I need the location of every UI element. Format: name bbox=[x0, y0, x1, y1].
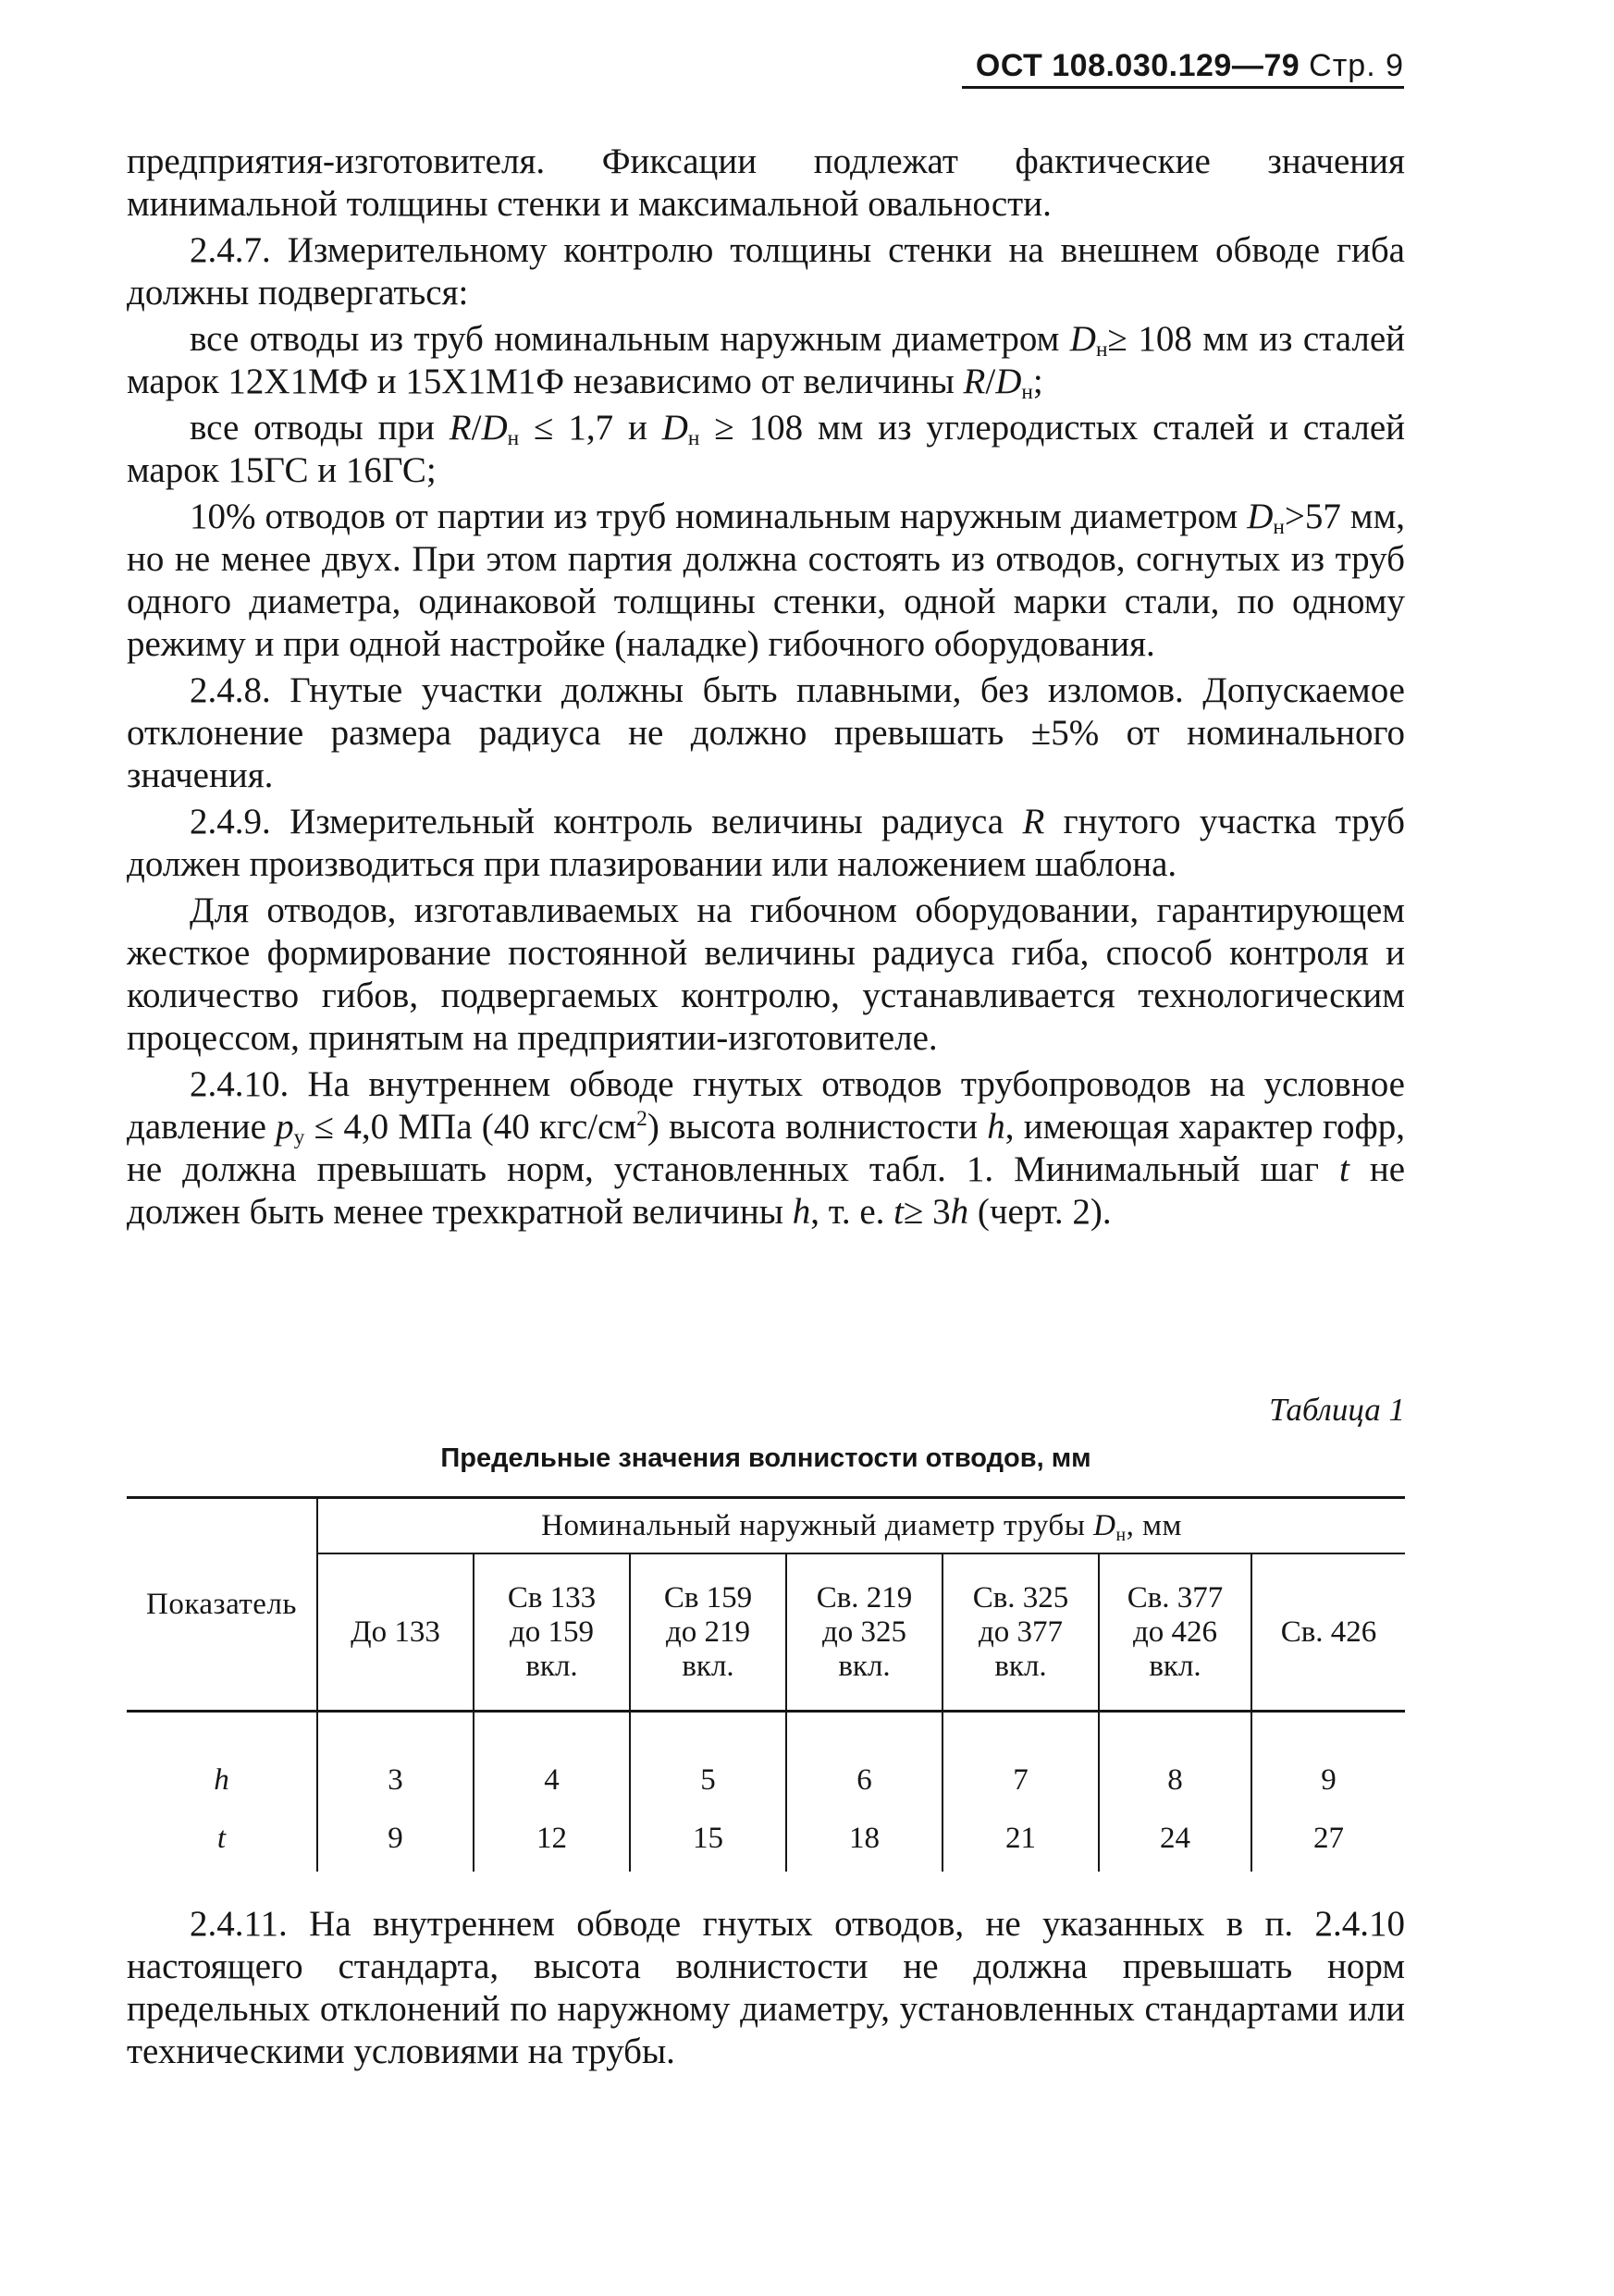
row-label: t bbox=[216, 1822, 227, 1855]
table-title: Предельные значения волнистости отводов, мм bbox=[440, 1443, 1091, 1473]
waviness-table bbox=[127, 1496, 1405, 1872]
paragraph-2-4-7: 2.4.7. Измерительному контролю толщины стенки на внешнем обводе гиба должны подвергаться: bbox=[127, 230, 1405, 313]
paragraph-2-4-10: 2.4.10. На внутреннем обводе гнутых отводов трубопроводов на условное давление $p_у \le 4,0$ МПа (40 кгс/$см^2$) высота волнистости h, имеющая характер гофр, не должна превышать норм, установленных табл. 1. Минимальный шаг t не должен быть менее трехкратной величины h, т. е. t≥ 3h (черт. 2). bbox=[127, 1064, 1406, 1232]
page-number: Стр. 9 bbox=[1309, 48, 1404, 83]
table-row bbox=[127, 1712, 1405, 1806]
standard-code: ОСТ 108.030.129—79 bbox=[975, 48, 1300, 83]
table-cell: 15 bbox=[630, 1805, 786, 1872]
paragraph-2-4-9: 2.4.9. Измерительный контроль величины радиуса R гнутого участка труб должен производиться при плазировании или наложением шаблона. bbox=[127, 802, 1406, 884]
table-cell: 6 bbox=[786, 1712, 943, 1806]
column-header: До 133 bbox=[317, 1553, 474, 1712]
paragraph-2-4-11: 2.4.11. На внутреннем обводе гнутых отводов, не указанных в п. 2.4.10 настоящего стандарта, высота волнистости не должна превышать норм предельных отклонений по наружному диаметру, установленных стандартами или техническими условиями на трубы. bbox=[127, 1904, 1405, 2071]
column-header: Св 133 до 159 вкл. bbox=[474, 1553, 630, 1712]
diameter-header: Номинальный наружный диаметр трубы $D_н$, мм bbox=[317, 1498, 1405, 1554]
header-rule bbox=[962, 86, 1404, 89]
body-text bbox=[127, 141, 1405, 1237]
table-label: Таблица 1 bbox=[1269, 1392, 1405, 1428]
paragraph-equipment: Для отводов, изготавливаемых на гибочном оборудовании, гарантирующем жесткое формирование постоянной величины радиуса гиба, способ контроля и количество гибов, подвергаемых контролю, устанавливается технологическим процессом, принятым на предприятии-изготовителе. bbox=[127, 890, 1405, 1058]
table-cell: 21 bbox=[943, 1805, 1099, 1872]
symbol-d: D bbox=[1069, 319, 1096, 359]
column-header: Св. 377 до 426 вкл. bbox=[1099, 1553, 1251, 1712]
table-cell: 7 bbox=[943, 1712, 1099, 1806]
paragraph-list-item-1: все отводы из труб номинальным наружным диаметром $D_н\ge 108$ мм из сталей марок 12Х1МФ и 15Х1М1Ф независимо от величины $R/D_н$; bbox=[127, 319, 1406, 404]
symbol-d-sub: н bbox=[1095, 338, 1108, 362]
column-header: Св 159 до 219 вкл. bbox=[630, 1553, 786, 1712]
table-cell: 27 bbox=[1251, 1805, 1405, 1872]
paragraph-list-item-2: все отводы при $R/D_н \le 1,7$ и $D_н \ge 108$ мм из углеродистых сталей и сталей марок 15ГС и 16ГС; bbox=[127, 408, 1406, 490]
indicator-header: Показатель bbox=[127, 1498, 317, 1712]
table-row bbox=[127, 1805, 1405, 1872]
table-cell: 24 bbox=[1099, 1805, 1251, 1872]
table-cell: 3 bbox=[317, 1712, 474, 1806]
table-cell: 5 bbox=[630, 1712, 786, 1806]
symbol-r: R bbox=[963, 362, 986, 401]
column-header: Св. 219 до 325 вкл. bbox=[786, 1553, 943, 1712]
page-header bbox=[962, 43, 1404, 89]
table-cell: 12 bbox=[474, 1805, 630, 1872]
table-cell: 8 bbox=[1099, 1712, 1251, 1806]
symbol-h: h bbox=[987, 1107, 1005, 1147]
table-cell: 9 bbox=[1251, 1712, 1405, 1806]
table-cell: 18 bbox=[786, 1805, 943, 1872]
symbol-t: t bbox=[1338, 1149, 1349, 1189]
table-cell: 4 bbox=[474, 1712, 630, 1806]
row-label: h bbox=[214, 1763, 229, 1797]
paragraph-2-4-8: 2.4.8. Гнутые участки должны быть плавными, без изломов. Допускаемое отклонение размера радиуса не должно превышать ±5% от номинального значения. bbox=[127, 670, 1405, 795]
paragraph-list-item-3: 10% отводов от партии из труб номинальным наружным диаметром $D_н>57$ мм, но не менее двух. При этом партия должна состоять из отводов, согнутых из труб одного диаметра, одинаковой толщины стенки, одной марки стали, по одному режиму и при одной настройке (наладке) гибочного оборудования. bbox=[127, 497, 1406, 664]
symbol-p: p bbox=[276, 1107, 294, 1147]
column-header: Св. 325 до 377 вкл. bbox=[943, 1553, 1099, 1712]
body-text-after-table bbox=[127, 1903, 1405, 2073]
column-header: Св. 426 bbox=[1251, 1553, 1405, 1712]
table-cell: 9 bbox=[317, 1805, 474, 1872]
paragraph-1: предприятия-изготовителя. Фиксации подлежат фактические значения минимальной толщины стенки и максимальной овальности. bbox=[127, 141, 1405, 224]
